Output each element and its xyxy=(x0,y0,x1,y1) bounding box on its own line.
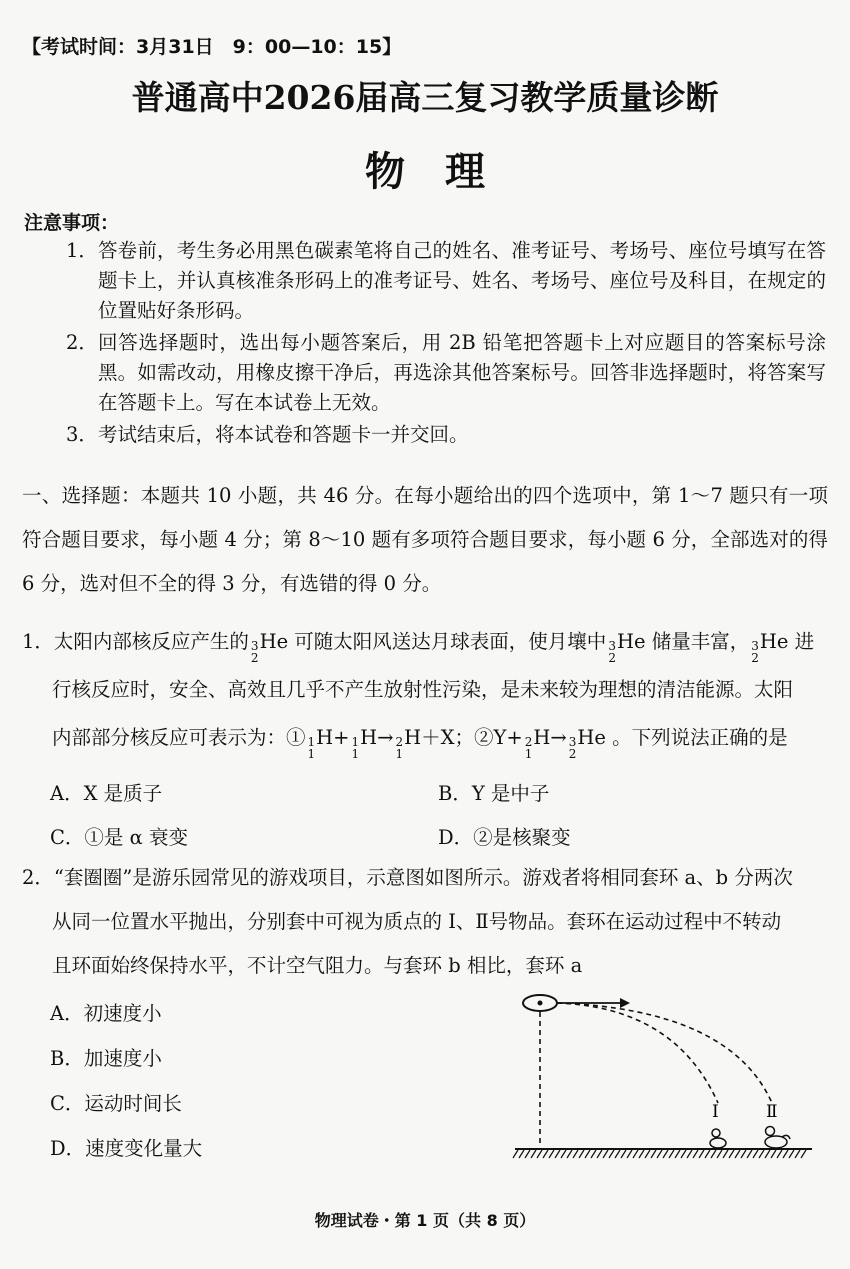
q1-text: He 储量丰富， xyxy=(616,630,750,653)
notice-item-number: 1． xyxy=(66,239,98,262)
notice-item-text: 回答选择题时，选出每小题答案后，用 2B 铅笔把答题卡上对应题目的答案标号涂黑。如需改动，用橡皮擦干净后，再选涂其他答案标号。回答非选择题时，将答案写在答题卡上。写在本试卷上无效。 xyxy=(98,331,826,414)
q1-text: H+ xyxy=(316,726,350,749)
q1-text: He 可随太阳风送达月球表面，使月壤中 xyxy=(259,630,607,653)
question-1 xyxy=(22,618,828,762)
label-item-1: Ⅰ xyxy=(712,1102,719,1122)
isotope-he3: 3 2 xyxy=(608,639,616,665)
question-1-line-3 xyxy=(22,714,828,762)
q1-text: H＋X；②Y+ xyxy=(404,726,523,749)
notice-item-2 xyxy=(66,328,826,418)
q2-option-c[interactable]: C．运动时间长 xyxy=(50,1092,182,1115)
question-2 xyxy=(22,856,828,988)
notice-item-number: 3． xyxy=(66,423,98,446)
section-instructions xyxy=(22,474,828,606)
item-2-icon xyxy=(765,1127,790,1149)
q1-text: H→ xyxy=(360,726,394,749)
q1-option-b[interactable]: B．Y 是中子 xyxy=(438,782,550,805)
question-2-line-2: 从同一位置水平抛出，分别套中可视为质点的 Ⅰ、Ⅱ号物品。套环在运动过程中不转动 xyxy=(52,910,782,933)
exam-title: 普通高中2026届高三复习教学质量诊断 xyxy=(131,78,719,117)
item-1-icon xyxy=(710,1129,726,1148)
notice-heading: 注意事项： xyxy=(24,212,120,234)
q1-option-c[interactable]: C．①是 α 衰变 xyxy=(50,826,188,849)
page-footer: 物理试卷・第 1 页（共 8 页） xyxy=(314,1211,536,1230)
question-2-line-1: 2．“套圈圈”是游乐园常见的游戏项目，示意图如图所示。游戏者将相同套环 a、b 分两次 xyxy=(22,866,793,889)
q2-option-d[interactable]: D．速度变化量大 xyxy=(50,1137,203,1160)
notice-item-1 xyxy=(66,236,826,326)
trajectory-b xyxy=(557,1003,772,1103)
isotope-he3: 3 2 xyxy=(250,639,259,665)
launch-point xyxy=(538,1001,543,1006)
q1-text: He 。下列说法正确的是 xyxy=(577,726,788,749)
ground-hatching xyxy=(513,1150,806,1158)
q2-option-a[interactable]: A．初速度小 xyxy=(50,1002,162,1025)
isotope-h1: 1 1 xyxy=(351,735,360,761)
subject-title: 物理 xyxy=(365,148,525,195)
q1-text: H→ xyxy=(533,726,567,749)
exam-time: 【考试时间：3月31日 9：00—10：15】 xyxy=(22,36,402,58)
q1-text: 内部部分核反应可表示为：① xyxy=(52,726,306,749)
notice-item-text: 答卷前，考生务必用黑色碳素笔将自己的姓名、准考证号、考场号、座位号填写在答题卡上，并认真核准条形码上的准考证号、姓名、考场号、座位号及科目，在规定的位置贴好条形码。 xyxy=(98,239,826,322)
section-instructions-text: 一、选择题：本题共 10 小题，共 46 分。在每小题给出的四个选项中，第 1～7 题只有一项符合题目要求，每小题 4 分；第 8～10 题有多项符合题目要求，每小题 6 分，全部选对的得 6 分，选对但不全的得 3 分，有选错的得 0 分。 xyxy=(22,484,828,595)
question-1-line-2: 行核反应时，安全、高效且几乎不产生放射性污染，是未来较为理想的清洁能源。太阳 xyxy=(52,678,794,701)
isotope-h2: 2 1 xyxy=(395,735,404,761)
isotope-he3: 3 2 xyxy=(751,639,759,665)
q1-option-d[interactable]: D．②是核聚变 xyxy=(438,826,571,849)
notice-item-3 xyxy=(66,420,826,450)
question-2-line-3: 且环面始终保持水平，不计空气阻力。与套环 b 相比，套环 a xyxy=(52,954,583,977)
arrow-head xyxy=(620,998,630,1008)
label-item-2: Ⅱ xyxy=(766,1102,778,1122)
notice-item-text: 考试结束后，将本试卷和答题卡一并交回。 xyxy=(98,423,469,446)
ring-toss-figure xyxy=(500,985,820,1165)
isotope-h2: 2 1 xyxy=(524,735,533,761)
q1-option-a[interactable]: A．X 是质子 xyxy=(50,782,163,805)
q1-text: He 进 xyxy=(759,630,815,653)
q2-option-b[interactable]: B．加速度小 xyxy=(50,1047,162,1070)
q1-text: 1．太阳内部核反应产生的 xyxy=(22,630,249,653)
isotope-h1: 1 1 xyxy=(307,735,316,761)
notice-item-number: 2． xyxy=(66,331,98,354)
isotope-he3: 3 2 xyxy=(568,735,577,761)
question-1-line-1 xyxy=(22,618,828,666)
trajectory-a xyxy=(557,1003,718,1103)
